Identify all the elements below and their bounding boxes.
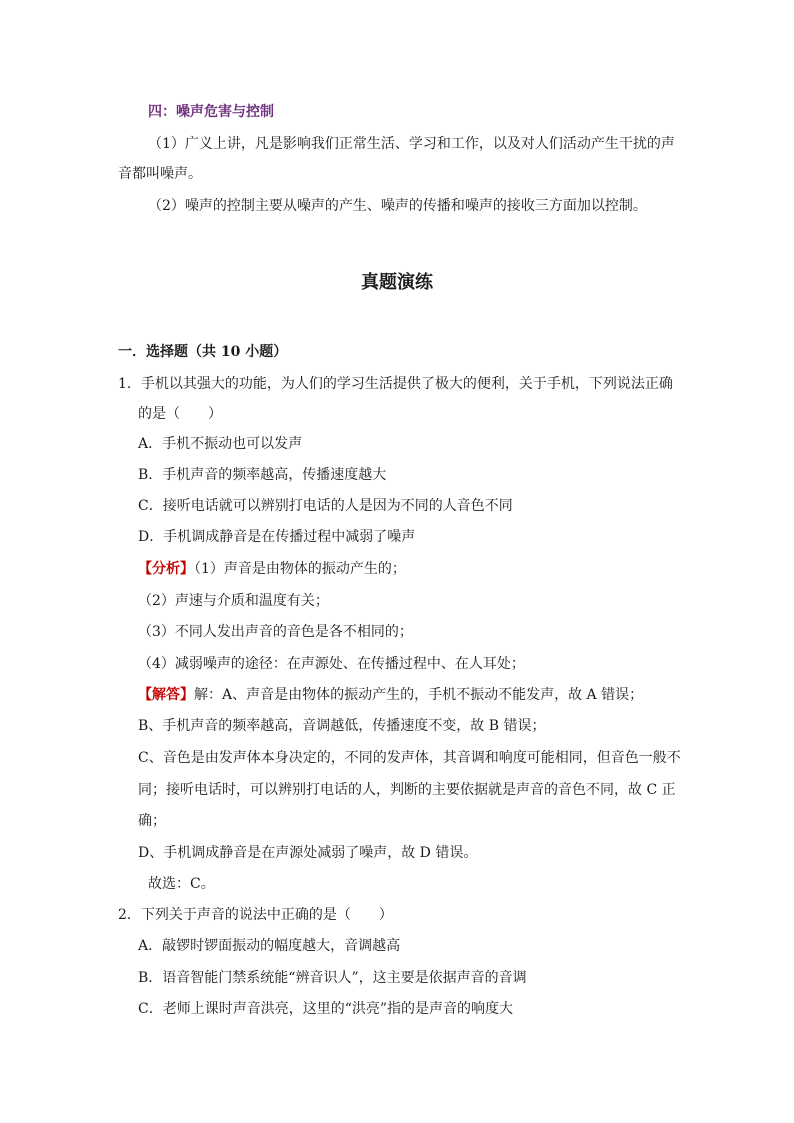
paragraph-line: 音都叫噪声。 (118, 166, 202, 182)
analysis-line: （4）减弱噪声的途径：在声源处、在传播过程中、在人耳处； (138, 656, 525, 672)
analysis-line: （2）声速与介质和温度有关； (138, 593, 329, 609)
answer-text: 解：A、声音是由物体的振动产生的，手机不振动不能发声，故 A 错误； (194, 687, 644, 703)
section-title: 四：噪声危害与控制 (148, 104, 274, 120)
analysis-text: （1）声音是由物体的振动产生的； (194, 561, 406, 577)
option-b: B．语音智能门禁系统能“辨音识人”，这主要是依据声音的音调 (138, 970, 527, 986)
question-stem: 的是（ ） (138, 406, 222, 422)
part-heading: 一．选择题（共 10 小题） (118, 344, 288, 360)
practice-title: 真题演练 (361, 272, 433, 293)
answer-line: D、手机调成静音是在声源处减弱了噪声，故 D 错误。 (138, 845, 478, 861)
option-a: A．敲锣时锣面振动的幅度越大，音调越高 (138, 938, 401, 954)
analysis-line: （3）不同人发出声音的音色是各不相同的； (138, 624, 413, 640)
analysis-line (138, 559, 406, 579)
paragraph-line: （1）广义上讲，凡是影响我们正常生活、学习和工作，以及对人们活动产生干扰的声 (148, 136, 675, 152)
paragraph-line: （2）噪声的控制主要从噪声的产生、噪声的传播和噪声的接收三方面加以控制。 (148, 198, 647, 214)
answer-line (138, 685, 643, 705)
question-stem: 1．手机以其强大的功能，为人们的学习生活提供了极大的便利，关于手机，下列说法正确 (118, 376, 673, 392)
answer-tag: 【解答】 (138, 687, 194, 703)
answer-line: 故选：C。 (148, 876, 215, 892)
option-b: B．手机声音的频率越高，传播速度越大 (138, 467, 387, 483)
answer-line: C、音色是由发声体本身决定的，不同的发声体，其音调和响度可能相同，但音色一般不 (138, 750, 681, 766)
answer-line: B、手机声音的频率越高，音调越低，传播速度不变，故 B 错误； (138, 718, 546, 734)
option-c: C．接听电话就可以辨别打电话的人是因为不同的人音色不同 (138, 498, 513, 514)
answer-line: 确； (138, 813, 166, 829)
question-stem: 2．下列关于声音的说法中正确的是（ ） (118, 907, 393, 923)
analysis-tag: 【分析】 (138, 561, 194, 577)
option-d: D．手机调成静音是在传播过程中减弱了噪声 (138, 529, 416, 545)
answer-line: 同；接听电话时，可以辨别打电话的人，判断的主要依据就是声音的音色不同，故 C 正 (138, 782, 676, 798)
option-c: C．老师上课时声音洪亮，这里的“洪亮”指的是声音的响度大 (138, 1001, 514, 1017)
option-a: A．手机不振动也可以发声 (138, 436, 303, 452)
